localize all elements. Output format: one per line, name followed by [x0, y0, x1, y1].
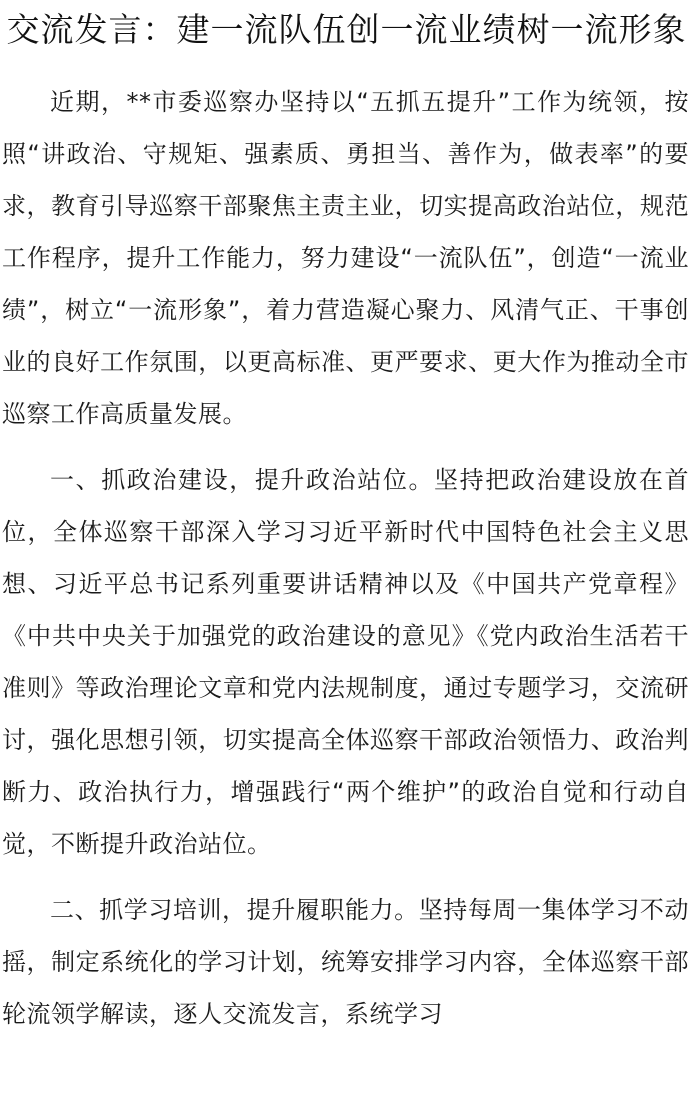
document-title: 交流发言：建一流队伍创一流业绩树一流形象 [6, 10, 687, 49]
paragraph-intro: 近期，**市委巡察办坚持以“五抓五提升”工作为统领，按照“讲政治、守规矩、强素质、勇担当、善作为，做表率”的要求，教育引导巡察干部聚焦主责主业，切实提高政治站位，规范工作程序，提升工作能力，努力建设“一流队伍”，创造“一流业绩”，树立“一流形象”，着力营造凝心聚力、风清气正、干事创业的良好工作氛围，以更高标准、更严要求、更大作为推动全市巡察工作高质量发展。 [2, 88, 689, 428]
paragraph-study-training: 二、抓学习培训，提升履职能力。坚持每周一集体学习不动摇，制定系统化的学习计划，统筹安排学习内容，全体巡察干部轮流领学解读，逐人交流发言，系统学习 [2, 896, 689, 1028]
paragraph-political-building: 一、抓政治建设，提升政治站位。坚持把政治建设放在首位，全体巡察干部深入学习习近平新时代中国特色社会主义思想、习近平总书记系列重要讲话精神以及《中国共产党章程》《中共中央关于加强党的政治建设的意见》《党内政治生活若干准则》等政治理论文章和党内法规制度，通过专题学习，交流研讨，强化思想引领，切实提高全体巡察干部政治领悟力、政治判断力、政治执行力，增强践行“两个维护”的政治自觉和行动自觉，不断提升政治站位。 [2, 466, 689, 858]
